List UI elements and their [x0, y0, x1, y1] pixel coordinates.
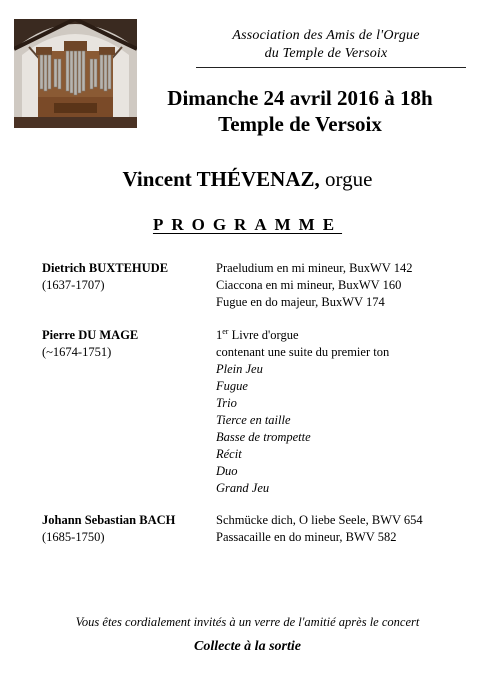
work-item: Schmücke dich, O liebe Seele, BWV 654	[216, 513, 423, 527]
work-item: Praeludium en mi mineur, BuxWV 142	[216, 261, 413, 275]
movement-item: Duo	[216, 464, 238, 478]
work-item: Fugue en do majeur, BuxWV 174	[216, 295, 385, 309]
composer-name: Pierre DU MAGE	[42, 328, 139, 342]
movement-item: Tierce en taille	[216, 413, 291, 427]
header-divider	[196, 67, 466, 68]
movement-item: Grand Jeu	[216, 481, 270, 495]
book-title	[216, 327, 486, 344]
movement-item: Trio	[216, 396, 237, 410]
works-list	[216, 512, 486, 546]
composer-block	[42, 512, 212, 546]
collection-text: Collecte à la sortie	[194, 639, 301, 654]
programme-title	[0, 215, 495, 235]
movement-item: Basse de trompette	[216, 430, 311, 444]
composer-dates: (~1674-1751)	[42, 345, 112, 359]
book-description: contenant une suite du premier ton	[216, 345, 390, 359]
book-number-suffix: er	[222, 326, 229, 336]
association-line-2: du Temple de Versoix	[264, 46, 388, 61]
performer-role: orgue	[325, 167, 373, 191]
composer-name: Johann Sebastian BACH	[42, 513, 176, 527]
composer-dates: (1685-1750)	[42, 530, 105, 544]
event-date: Dimanche 24 avril 2016 à 18h	[167, 86, 433, 110]
organ-photo	[14, 19, 137, 128]
book-number: 1	[216, 328, 223, 342]
movement-item: Fugue	[216, 379, 248, 393]
composer-dates: (1637-1707)	[42, 278, 105, 292]
performer	[0, 166, 495, 192]
works-list	[216, 260, 486, 311]
association-name	[196, 27, 456, 63]
event-venue: Temple de Versoix	[218, 112, 382, 136]
movement-item: Récit	[216, 447, 242, 461]
invitation-text: Vous êtes cordialement invités à un verre de l'amitié après le concert	[75, 615, 420, 629]
works-list	[216, 327, 486, 497]
book-title-rest: Livre d'orgue	[228, 328, 299, 342]
work-item: Passacaille en do mineur, BWV 582	[216, 530, 397, 544]
work-item: Ciaccona en mi mineur, BuxWV 160	[216, 278, 402, 292]
programme-title-text: PROGRAMME	[152, 215, 343, 234]
composer-block	[42, 260, 212, 294]
association-line-1: Association des Amis de l'Orgue	[232, 28, 420, 43]
performer-name: Vincent THÉVENAZ,	[122, 167, 320, 191]
movement-item: Plein Jeu	[216, 362, 263, 376]
composer-block	[42, 327, 212, 361]
composer-name: Dietrich BUXTEHUDE	[42, 261, 169, 275]
